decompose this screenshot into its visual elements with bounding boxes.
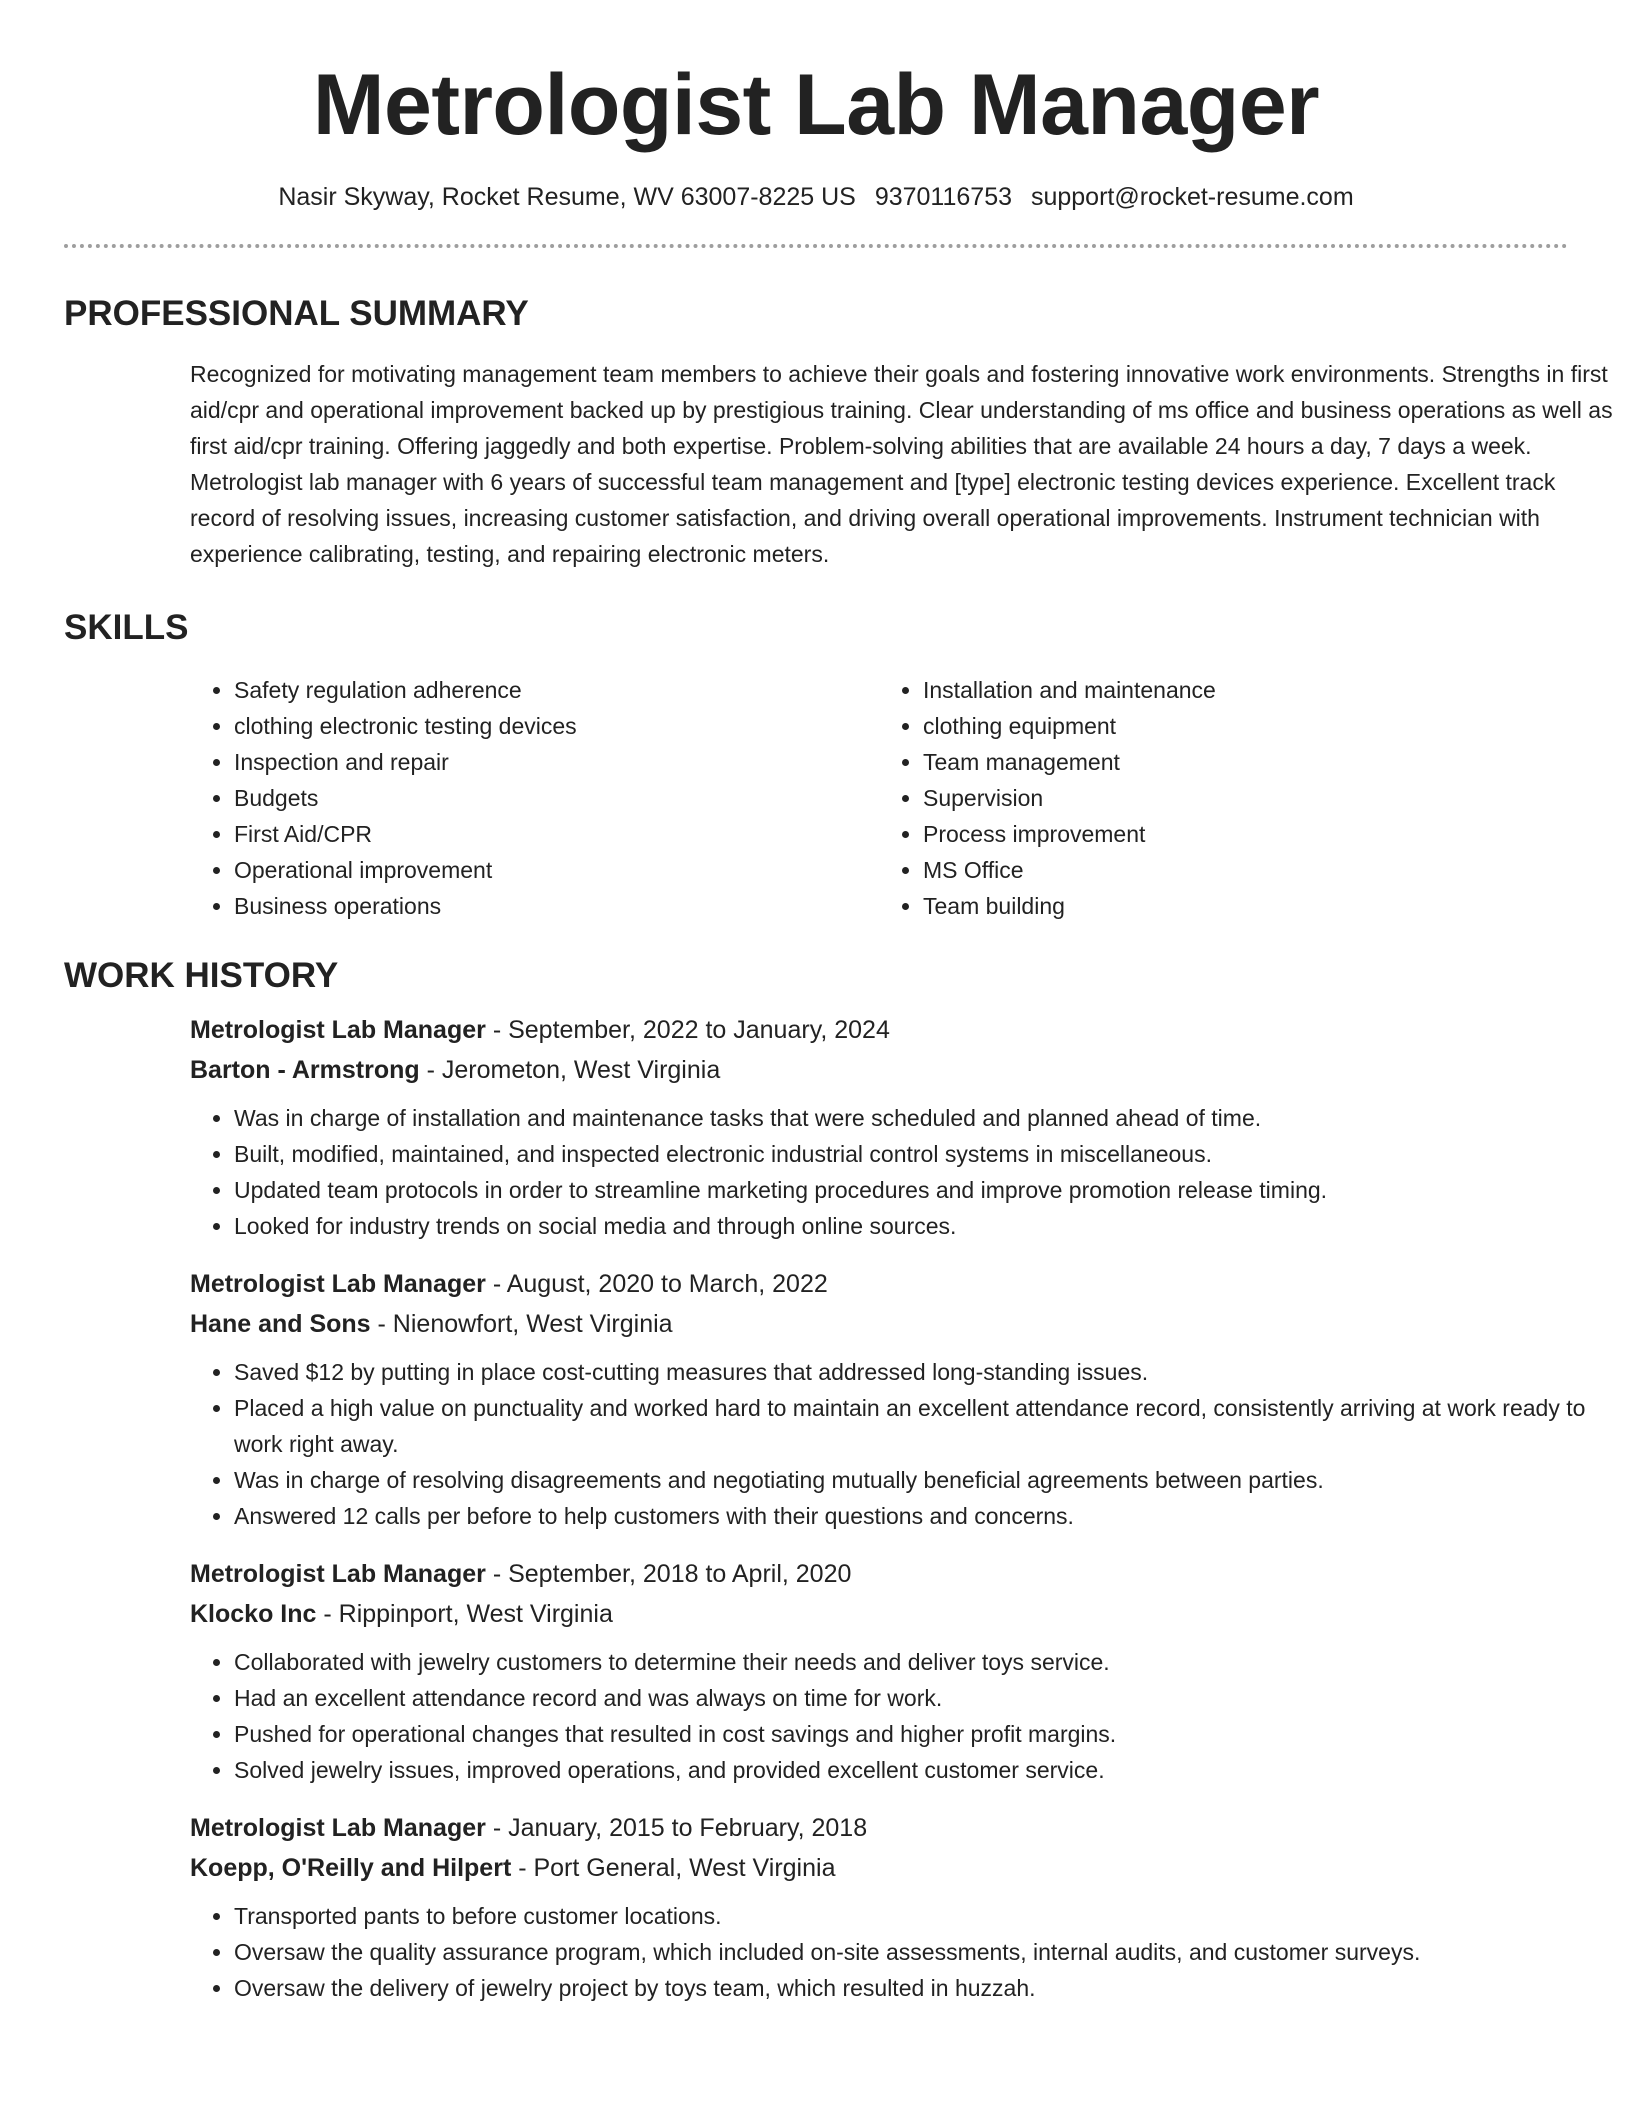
job-bullet: • Updated team protocols in order to streamline marketing procedures and improve promotion release timing. bbox=[234, 1172, 1624, 1208]
skill-item: • Team management bbox=[923, 744, 1568, 780]
job-location: - Nienowfort, West Virginia bbox=[370, 1310, 673, 1338]
job-company-line bbox=[190, 1050, 1568, 1090]
job-bullets bbox=[190, 1898, 1624, 2006]
job-bullets bbox=[190, 1644, 1624, 1788]
skill-item: • First Aid/CPR bbox=[234, 816, 879, 852]
skill-item: • clothing equipment bbox=[923, 708, 1568, 744]
skill-item: • Safety regulation adherence bbox=[234, 672, 879, 708]
skill-item: • Installation and maintenance bbox=[923, 672, 1568, 708]
job-location: - Port General, West Virginia bbox=[511, 1854, 836, 1882]
summary-heading: PROFESSIONAL SUMMARY bbox=[64, 294, 529, 333]
job-location: - Rippinport, West Virginia bbox=[316, 1600, 613, 1628]
job-location: - Jerometon, West Virginia bbox=[419, 1056, 721, 1084]
skill-item: • Inspection and repair bbox=[234, 744, 879, 780]
job-bullet: • Placed a high value on punctuality and worked hard to maintain an excellent attendance record, consistently arriving at work ready to work right away. bbox=[234, 1390, 1624, 1462]
job-role: Metrologist Lab Manager bbox=[190, 1270, 486, 1298]
job-role: Metrologist Lab Manager bbox=[190, 1560, 486, 1588]
job-bullet: • Built, modified, maintained, and inspected electronic industrial control systems in miscellaneous. bbox=[234, 1136, 1624, 1172]
skill-item: • Supervision bbox=[923, 780, 1568, 816]
skill-item: • clothing electronic testing devices bbox=[234, 708, 879, 744]
skill-item: • Team building bbox=[923, 888, 1568, 924]
job-bullet: • Was in charge of resolving disagreements and negotiating mutually beneficial agreements between parties. bbox=[234, 1462, 1624, 1498]
job-bullet: • Oversaw the quality assurance program, which included on-site assessments, internal audits, and customer surveys. bbox=[234, 1934, 1624, 1970]
job-bullet: • Pushed for operational changes that resulted in cost savings and higher profit margins. bbox=[234, 1716, 1624, 1752]
job-company-line bbox=[190, 1304, 1568, 1344]
skills-grid bbox=[190, 672, 1568, 924]
job-bullet: • Had an excellent attendance record and was always on time for work. bbox=[234, 1680, 1624, 1716]
job-title-line bbox=[190, 1264, 1568, 1304]
skills-right-column bbox=[879, 672, 1568, 924]
work-history-list bbox=[190, 1010, 1586, 2006]
job-title-line bbox=[190, 1554, 1568, 1594]
job-company: Hane and Sons bbox=[190, 1310, 371, 1338]
job-dates: - September, 2018 to April, 2020 bbox=[485, 1560, 852, 1588]
summary-text: Recognized for motivating management team members to achieve their goals and fostering innovative work environments. Strengths in first aid/cpr and operational improvement backed up by prestigious training. Clear understanding of ms office and business operations as well as first aid/cpr training. Offering jaggedly and both expertise. Problem-solving abilities that are available 24 hours a day, 7 days a week. Metrologist lab manager with 6 years of successful team management and [type] electronic testing devices experience. Excellent track record of resolving issues, increasing customer satisfaction, and driving overall operational improvements. Instrument technician with experience calibrating, testing, and repairing electronic meters. bbox=[190, 361, 1613, 567]
job-bullet: • Was in charge of installation and maintenance tasks that were scheduled and planned ahead of time. bbox=[234, 1100, 1624, 1136]
job-bullet: • Collaborated with jewelry customers to determine their needs and deliver toys service. bbox=[234, 1644, 1624, 1680]
job-entry bbox=[190, 1010, 1568, 1244]
job-bullet: • Solved jewelry issues, improved operations, and provided excellent customer service. bbox=[234, 1752, 1624, 1788]
job-dates: - August, 2020 to March, 2022 bbox=[485, 1270, 828, 1298]
skill-item: • Process improvement bbox=[923, 816, 1568, 852]
job-title-line bbox=[190, 1010, 1568, 1050]
job-bullets bbox=[190, 1354, 1624, 1534]
skill-item: • MS Office bbox=[923, 852, 1568, 888]
job-company: Koepp, O'Reilly and Hilpert bbox=[190, 1854, 512, 1882]
job-bullets bbox=[190, 1100, 1624, 1244]
skill-item: • Budgets bbox=[234, 780, 879, 816]
skill-item: • Operational improvement bbox=[234, 852, 879, 888]
contact-phone: 9370116753 bbox=[874, 183, 1012, 211]
job-company: Klocko Inc bbox=[190, 1600, 317, 1628]
contact-address: Nasir Skyway, Rocket Resume, WV 63007-8225 US bbox=[278, 183, 856, 211]
contact-email: support@rocket-resume.com bbox=[1030, 183, 1354, 211]
job-bullet: • Saved $12 by putting in place cost-cutting measures that addressed long-standing issues. bbox=[234, 1354, 1624, 1390]
job-dates: - January, 2015 to February, 2018 bbox=[485, 1814, 868, 1842]
job-entry bbox=[190, 1264, 1586, 1534]
job-bullet: • Looked for industry trends on social media and through online sources. bbox=[234, 1208, 1624, 1244]
job-bullet: • Oversaw the delivery of jewelry project by toys team, which resulted in huzzah. bbox=[234, 1970, 1624, 2006]
job-bullet: • Transported pants to before customer locations. bbox=[234, 1898, 1624, 1934]
job-role: Metrologist Lab Manager bbox=[190, 1016, 486, 1044]
work-history-heading: WORK HISTORY bbox=[64, 956, 339, 995]
job-title-line bbox=[190, 1808, 1568, 1848]
resume-name: Metrologist Lab Manager bbox=[312, 57, 1320, 153]
skill-item: • Business operations bbox=[234, 888, 879, 924]
job-entry bbox=[190, 1808, 1568, 2006]
skills-left-column bbox=[190, 672, 879, 924]
job-bullet: • Answered 12 calls per before to help customers with their questions and concerns. bbox=[234, 1498, 1624, 1534]
job-dates: - September, 2022 to January, 2024 bbox=[485, 1016, 890, 1044]
job-role: Metrologist Lab Manager bbox=[190, 1814, 486, 1842]
job-company-line bbox=[190, 1848, 1568, 1888]
skills-heading: SKILLS bbox=[64, 608, 189, 647]
contact-line bbox=[64, 180, 1568, 214]
job-entry bbox=[190, 1554, 1568, 1788]
header-divider bbox=[64, 244, 1568, 248]
job-company-line bbox=[190, 1594, 1568, 1634]
job-company: Barton - Armstrong bbox=[190, 1056, 420, 1084]
